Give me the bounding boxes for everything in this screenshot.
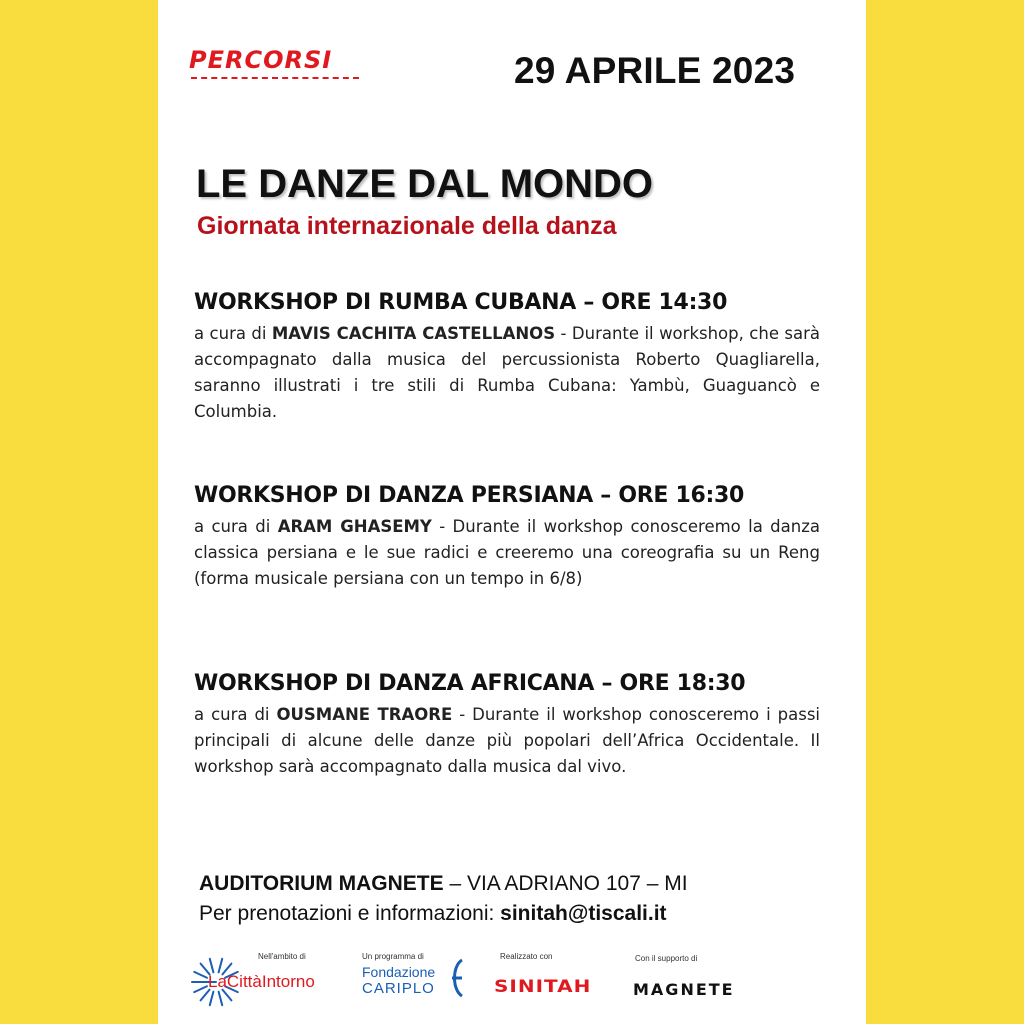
teacher-prefix: a cura di <box>194 517 278 536</box>
workshop-heading: WORKSHOP DI DANZA PERSIANA – ORE 16:30 <box>194 483 745 508</box>
magnete-logo: MAGNETE <box>633 980 735 999</box>
venue-address: – VIA ADRIANO 107 – MI <box>443 872 688 895</box>
workshop-description <box>194 514 820 592</box>
teacher-name: OUSMANE TRAORE <box>276 705 453 724</box>
contact-line <box>199 902 667 926</box>
workshop-description <box>194 702 820 780</box>
workshop-text: - Durante il workshop conosceremo i passi principali di alcune delle danze più popolari dell’Africa Occidentale. Il workshop sarà accompagnato dalla musica dal vivo. <box>194 705 821 776</box>
sponsor-name-b: CARIPLO <box>362 980 435 997</box>
workshop-persian <box>194 481 820 592</box>
workshop-heading: WORKSHOP DI DANZA AFRICANA – ORE 18:30 <box>194 671 746 696</box>
venue-name: AUDITORIUM MAGNETE <box>199 872 444 895</box>
cariplo-mark-icon <box>446 956 468 1000</box>
workshop-text: - Durante il workshop conosceremo la danza classica persiana e le sue radici e creeremo una coreografia su un Reng (forma musicale persiana con un tempo in 6/8) <box>194 517 820 588</box>
sponsor-caption: Nell'ambito di <box>258 952 306 961</box>
event-subtitle: Giornata internazionale della danza <box>197 212 617 240</box>
sponsor-caption: Un programma di <box>362 952 424 961</box>
sponsor-name <box>208 972 315 992</box>
workshop-african <box>194 669 820 780</box>
workshop-text: - Durante il workshop, che sarà accompagnato dalla musica del percussionista Roberto Quagliarella, saranno illustrati i tre stili di Rumba Cubana: Yambù, Guaguancò e Columbia. <box>194 324 820 421</box>
event-date: 29 APRILE 2023 <box>514 50 796 91</box>
workshop-heading: WORKSHOP DI RUMBA CUBANA – ORE 14:30 <box>194 290 728 315</box>
sponsor-magnete <box>633 954 763 1004</box>
sponsor-caption: Realizzato con <box>500 952 553 961</box>
percorsi-logo <box>189 46 363 82</box>
contact-email[interactable]: sinitah@tiscali.it <box>500 902 667 925</box>
sponsor-caption: Con il supporto di <box>635 954 698 963</box>
teacher-prefix: a cura di <box>194 705 277 724</box>
sponsor-lacittaintorno <box>186 950 336 1010</box>
workshop-description <box>194 321 820 425</box>
sponsor-fondazione-cariplo <box>360 952 470 1002</box>
sponsor-sinitah <box>492 952 592 1002</box>
venue-line <box>199 872 688 896</box>
percorsi-logo-text: PERCORSI <box>189 46 333 74</box>
workshop-rumba <box>194 288 820 425</box>
logo-underline <box>191 77 359 79</box>
sponsor-name-a: Fondazione <box>362 964 436 980</box>
teacher-prefix: a cura di <box>194 324 272 343</box>
sinitah-logo: SINITAH <box>494 975 592 997</box>
sponsor-name-b: Intorno <box>261 972 315 991</box>
sponsor-name-a: LaCittà <box>208 972 262 991</box>
teacher-name: ARAM GHASEMY <box>277 517 432 536</box>
event-title: LE DANZE DAL MONDO <box>196 162 654 206</box>
contact-label: Per prenotazioni e informazioni: <box>199 902 501 925</box>
teacher-name: MAVIS CACHITA CASTELLANOS <box>271 324 556 343</box>
